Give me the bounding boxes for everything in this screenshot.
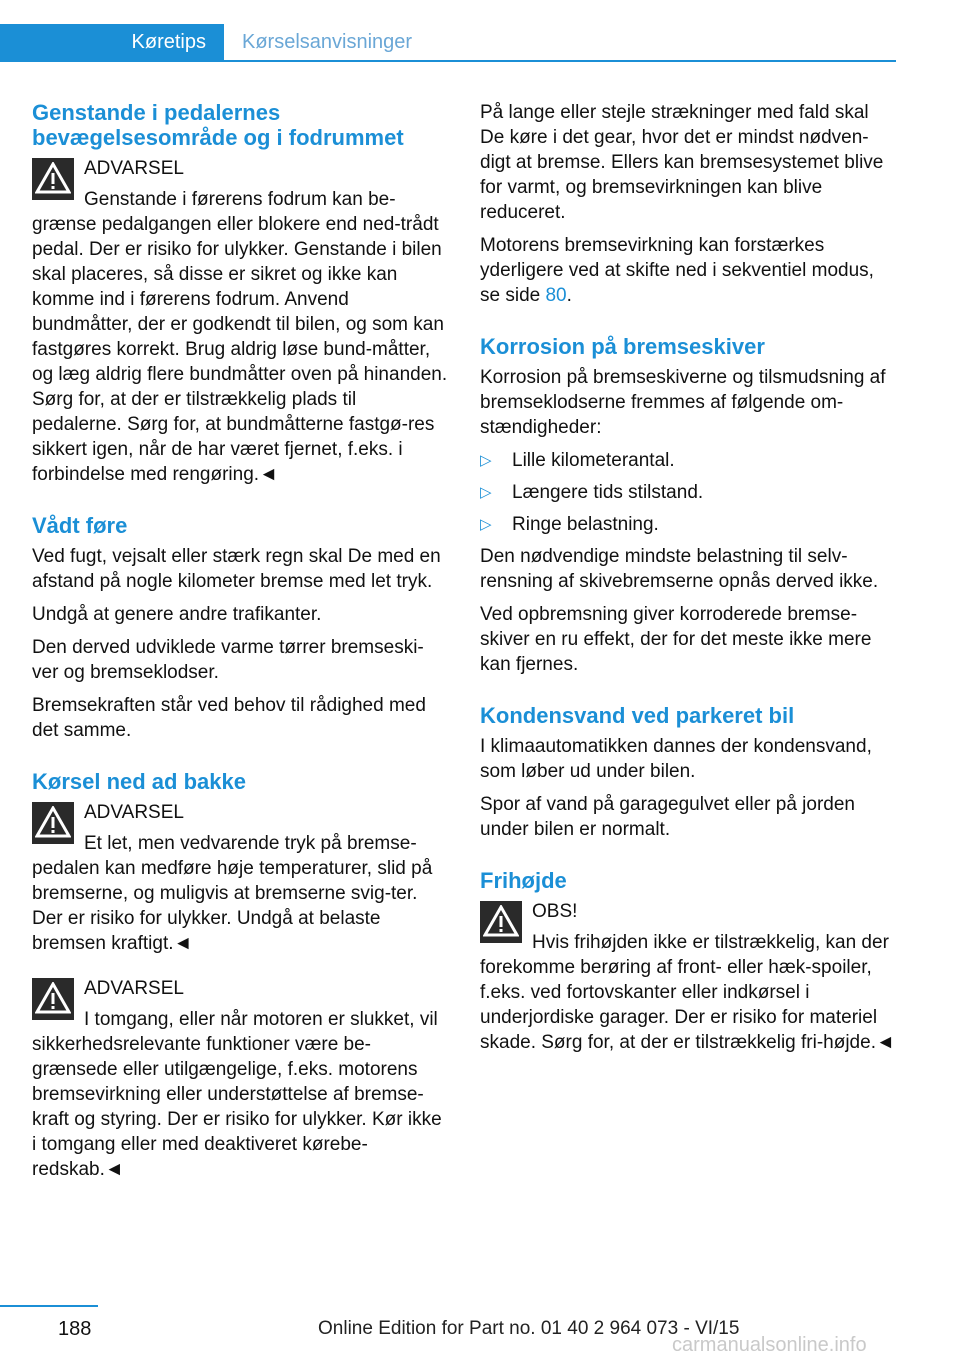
warning-triangle-icon: [480, 901, 522, 943]
section-heading: Frihøjde: [480, 868, 567, 893]
warning-title: ADVARSEL: [84, 978, 184, 999]
warning-block: [32, 976, 450, 1182]
paragraph: I klimaautomatikken dannes der kondensvand, som løber ud under bilen.: [480, 736, 872, 782]
paragraph: [480, 233, 898, 308]
warning-block: [480, 899, 898, 1055]
warning-text: Et let, men vedvarende tryk på bremse‐pedalen kan medføre høje temperaturer, slid på bremserne, og muligvis at bremserne svig‐ter. Der er risiko for ulykker. Undgå at belaste bremsen kraftigt.◄: [32, 833, 433, 954]
paragraph: Ved fugt, vejsalt eller stærk regn skal De med en afstand på nogle kilometer bremse med let tryk.: [32, 546, 441, 592]
paragraph: Den derved udviklede varme tørrer bremseski‐ver og bremseklodser.: [32, 637, 424, 683]
list-item-text: Ringe belastning.: [512, 514, 659, 535]
paragraph: Bremsekraften står ved behov til rådighed med det samme.: [32, 695, 426, 741]
warning-text: I tomgang, eller når motoren er slukket, vil sikkerhedsrelevante funktioner være be‐grænsede eller utilgængelige, f.eks. motorens bremsevirkning eller understøttelse af bremse‐kraft og styring. Der er risiko for ulykker. Kør ikke i tomgang eller med deaktiveret kørebe‐redskab.◄: [32, 1009, 442, 1180]
left-column: [32, 100, 450, 1190]
watermark: carmanualsonline.info: [672, 1334, 867, 1356]
paragraph: Spor af vand på garagegulvet eller på jorden under bilen er normalt.: [480, 794, 855, 840]
paragraph: Undgå at genere andre trafikanter.: [32, 604, 322, 625]
right-column: [480, 100, 898, 1063]
warning-text: Genstande i førerens fodrum kan be‐grænse pedalgangen eller blokere end ned‐trådt pedal. Der er risiko for ulykker. Genstande i bilen skal placeres, så disse er sikret og ikke kan komme ind i førerens fodrum. Anvend bundmåtter, der er godkendt til bilen, og som kan fastgøres korrekt. Brug aldrig løse bund‐måtter, og læg aldrig flere bundmåtter oven på hinanden. Sørg for, at der er tilstrækkelig plads til pedalerne. Sørg for, at bundmåtterne fastgø‐res sikkert igen, når de har været fjernet, f.eks. i forbindelse med rengøring.◄: [32, 189, 448, 485]
section-heading: Korrosion på bremseskiver: [480, 334, 765, 359]
paragraph: Ved opbremsning giver korroderede bremse‐skiver en ru effekt, der for det meste ikke mere kan fjernes.: [480, 604, 872, 675]
warning-block: [32, 800, 450, 956]
warning-title: ADVARSEL: [84, 158, 184, 179]
warning-title: ADVARSEL: [84, 802, 184, 823]
page-number: 188: [58, 1318, 92, 1340]
section-heading: Kørsel ned ad bakke: [32, 769, 246, 794]
warning-title: OBS!: [532, 901, 578, 922]
section-heading: Vådt føre: [32, 513, 128, 538]
paragraph: På lange eller stejle strækninger med fald skal De køre i det gear, hvor det er mindst nødven‐digt at bremse. Ellers kan bremsesystemet blive for varmt, og bremsevirkningen kan blive reduceret.: [480, 102, 884, 223]
paragraph-text: .: [566, 285, 572, 306]
list-item-text: Længere tids stilstand.: [512, 482, 704, 503]
warning-block: [32, 156, 450, 487]
list-item: [480, 448, 898, 473]
warning-triangle-icon: [32, 978, 74, 1020]
paragraph: Korrosion på bremseskiverne og tilsmudsning af bremseklodserne fremmes af følgende om‐stændigheder:: [480, 367, 886, 438]
list-item-text: Lille kilometerantal.: [512, 450, 675, 471]
header-bar: [0, 24, 896, 62]
triangle-right-icon: ▷: [480, 452, 492, 469]
paragraph-text: Motorens bremsevirkning kan forstærkes yderligere ved at skifte ned i sekventiel modus, se side: [480, 235, 874, 306]
warning-text: Hvis frihøjden ikke er tilstrækkelig, kan der forekomme berøring af front- eller hæk‐spoiler, f.eks. ved fortovskanter eller indkørsel i underjordiske garager. Der er risiko for materiel skade. Sørg for, at der er tilstrækkelig fri‐højde.◄: [480, 932, 895, 1053]
warning-triangle-icon: [32, 802, 74, 844]
tab-koretips-label: Køretips: [131, 30, 206, 53]
footer-divider: [0, 1305, 98, 1307]
section-heading: Kondensvand ved parkeret bil: [480, 703, 795, 728]
tab-korselsanvisninger-label: Kørselsanvisninger: [242, 30, 413, 53]
section-heading: Genstande i pedalernes bevægelsesområde og i fodrummet: [32, 100, 404, 150]
triangle-right-icon: ▷: [480, 484, 492, 501]
edition-text: Online Edition for Part no. 01 40 2 964 073 - VI/15: [318, 1318, 740, 1339]
page-reference-link[interactable]: 80: [545, 285, 567, 306]
tab-koretips[interactable]: [0, 24, 224, 60]
list-item: [480, 512, 898, 537]
triangle-right-icon: ▷: [480, 516, 492, 533]
warning-triangle-icon: [32, 158, 74, 200]
paragraph: Den nødvendige mindste belastning til selv‐rensning af skivebremserne opnås derved ikke.: [480, 546, 879, 592]
list-item: [480, 480, 898, 505]
tab-korselsanvisninger[interactable]: [242, 24, 412, 60]
